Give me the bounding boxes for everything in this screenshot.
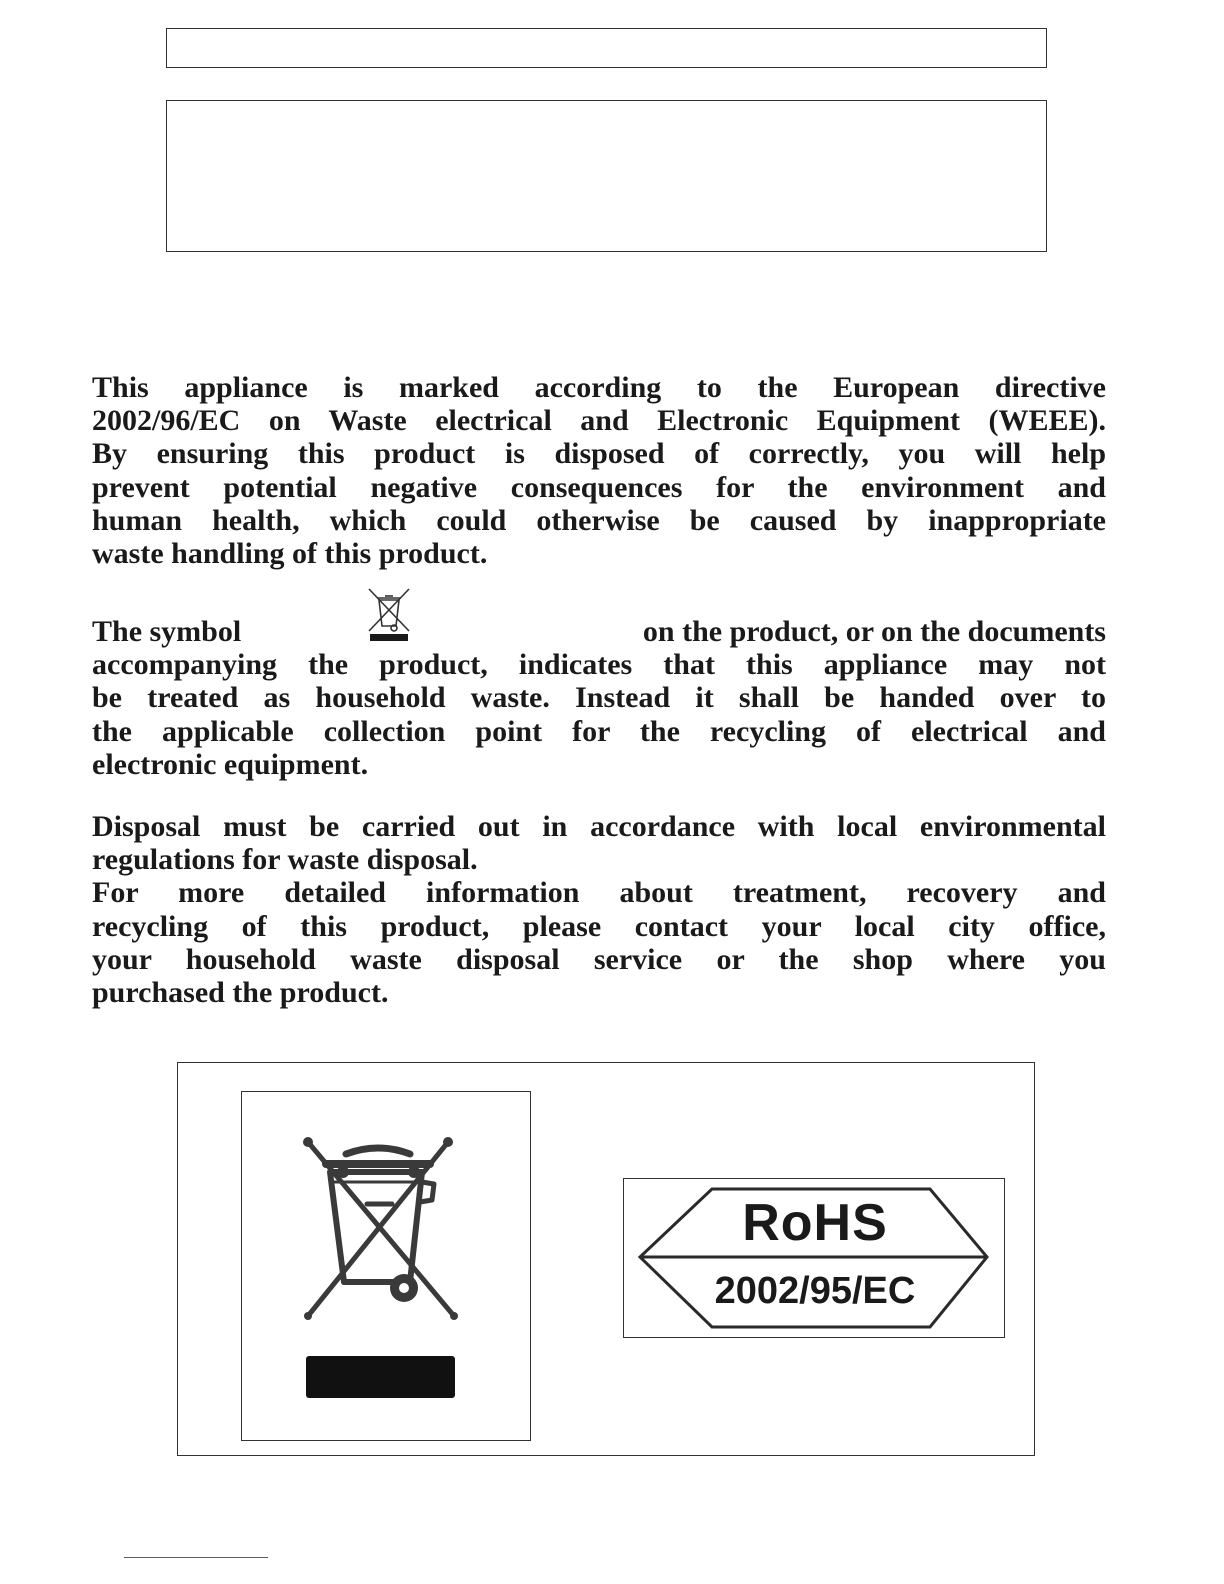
weee-intro-paragraph — [92, 371, 1106, 570]
text-line: prevent potential negative consequences for the environment and — [92, 470, 1106, 504]
crossed-out-wheelie-bin-icon — [242, 1092, 529, 1439]
text-line: your household waste disposal service or the shop where you — [92, 942, 1106, 976]
text-line: By ensuring this product is disposed of correctly, you will help — [92, 437, 1106, 471]
text-line: purchased the product. — [92, 976, 389, 1010]
disposal-info-paragraph — [92, 810, 1106, 1009]
text-line: waste handling of this product. — [92, 537, 488, 571]
rohs-title: RoHS — [742, 1194, 888, 1252]
text-line: the applicable collection point for the recycling of electrical and — [92, 714, 1106, 748]
symbol-explanation-paragraph — [92, 615, 1106, 781]
text-line: For more detailed information about treatment, recovery and — [92, 876, 1106, 910]
symbol-first-line — [92, 615, 1106, 648]
footnote-divider — [124, 1557, 268, 1558]
text-line: This appliance is marked according to the European directive — [92, 371, 1106, 404]
text-line: be treated as household waste. Instead it shall be handed over to — [92, 681, 1106, 715]
rohs-directive: 2002/95/EC — [714, 1270, 916, 1312]
text-line: recycling of this product, please contact your local city office, — [92, 909, 1106, 943]
text-line: electronic equipment. — [92, 747, 369, 781]
header-content-box — [166, 100, 1047, 252]
text-line: Disposal must be carried out in accordance with local environmental — [92, 810, 1106, 843]
text-line: human health, which could otherwise be caused by inappropriate — [92, 503, 1106, 537]
text-line: accompanying the product, indicates that this appliance may not — [92, 648, 1106, 682]
symbol-line-end: on the product, or on the documents — [642, 615, 1106, 648]
rohs-logo-box — [623, 1178, 1005, 1338]
header-box — [166, 28, 1047, 68]
symbol-line-start: The symbol — [92, 615, 242, 648]
text-line: regulations for waste disposal. — [92, 843, 478, 877]
text-line: 2002/96/EC on Waste electrical and Electronic Equipment (WEEE). — [92, 404, 1106, 438]
weee-logo-box — [241, 1091, 531, 1441]
